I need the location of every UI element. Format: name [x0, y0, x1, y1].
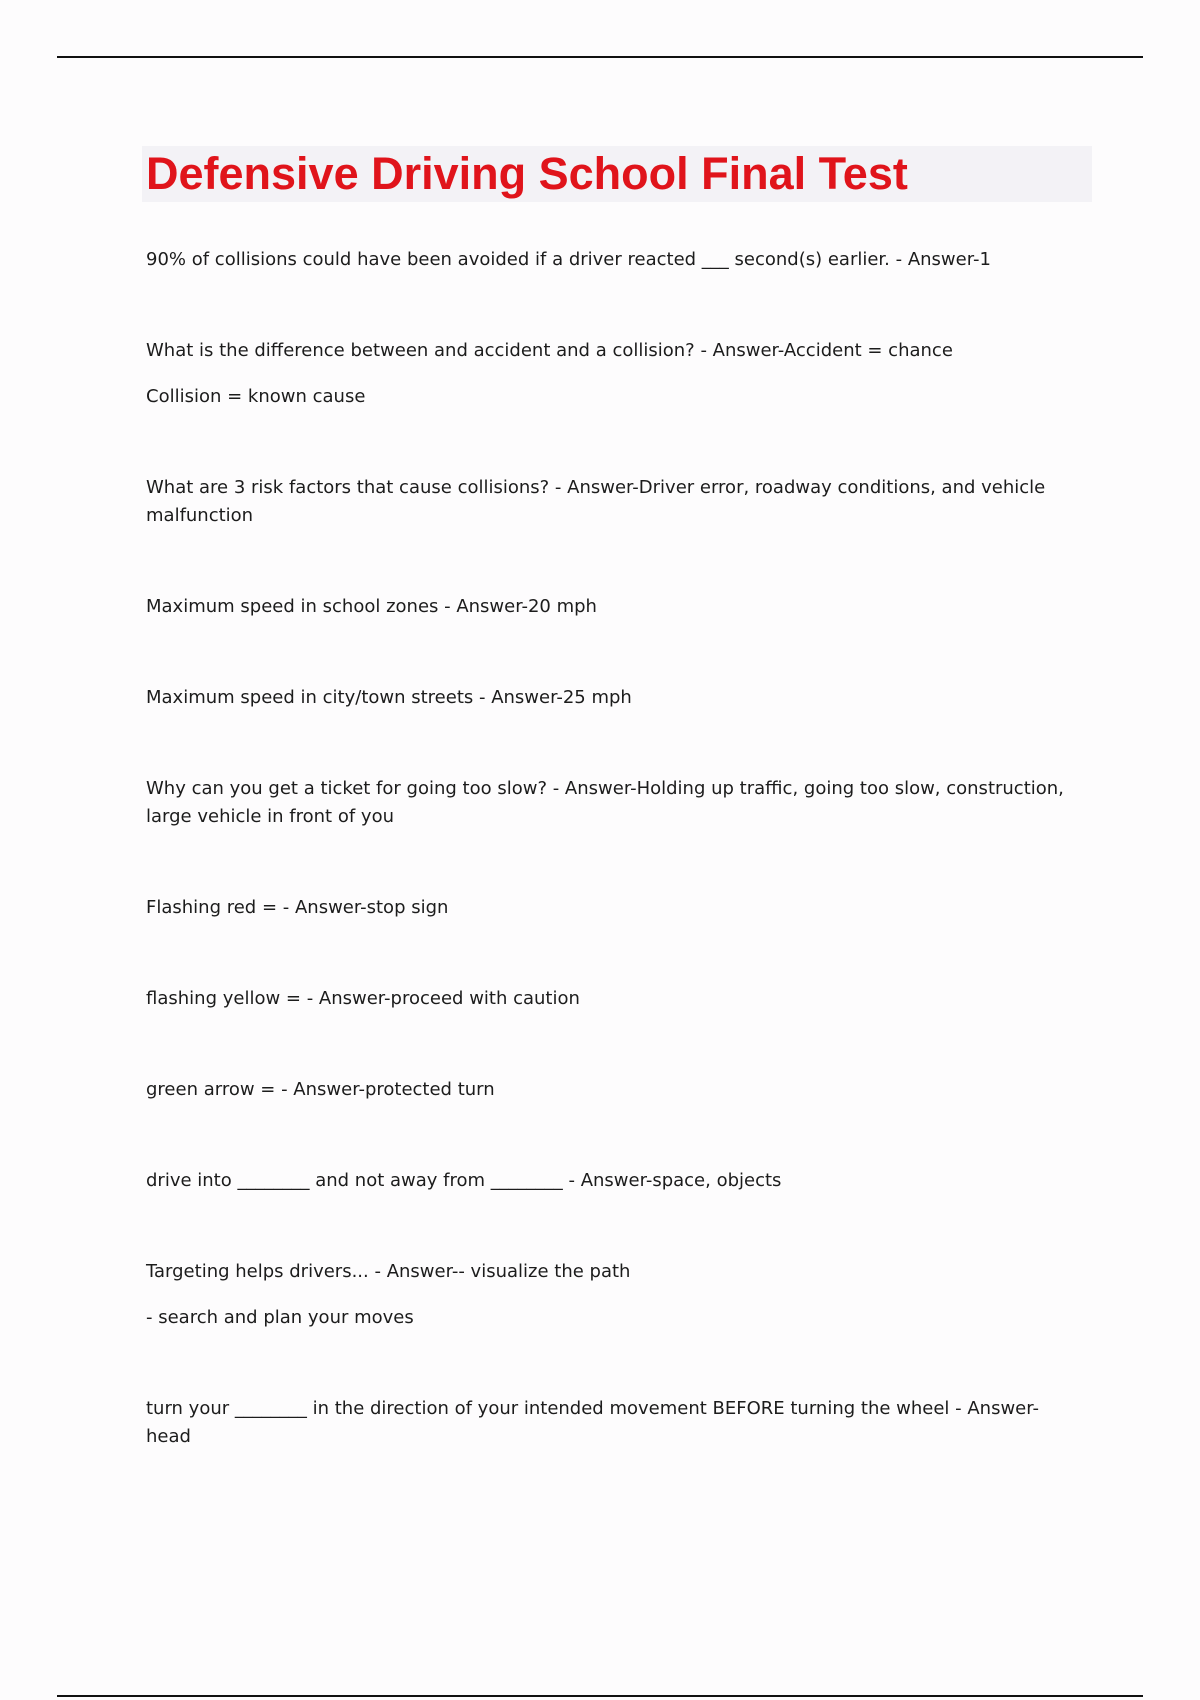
qa-item-9	[146, 1076, 1066, 1104]
qa-text: What are 3 risk factors that cause collisions? - Answer-Driver error, roadway conditions, and vehicle malfunction	[146, 477, 1046, 526]
qa-text: flashing yellow = - Answer-proceed with caution	[146, 988, 580, 1009]
qa-item-3	[146, 474, 1066, 530]
qa-text: green arrow = - Answer-protected turn	[146, 1079, 495, 1100]
qa-text: turn your ________ in the direction of your intended movement BEFORE turning the wheel - Answer-head	[146, 1398, 1040, 1447]
qa-text-continued: - search and plan your moves	[146, 1307, 414, 1328]
qa-text: Targeting helps drivers... - Answer-- visualize the path	[146, 1261, 631, 1282]
qa-text: drive into ________ and not away from ________ - Answer-space, objects	[146, 1170, 782, 1191]
qa-text: Why can you get a ticket for going too slow? - Answer-Holding up traffic, going too slow, construction, large vehicle in front of you	[146, 778, 1064, 827]
qa-item-8	[146, 985, 1066, 1013]
qa-item-12	[146, 1395, 1066, 1451]
top-divider	[57, 56, 1143, 58]
qa-item-5	[146, 684, 1066, 712]
qa-item-6	[146, 775, 1066, 831]
qa-text: Maximum speed in city/town streets - Answer-25 mph	[146, 687, 632, 708]
qa-text: Flashing red = - Answer-stop sign	[146, 897, 449, 918]
qa-item-10	[146, 1167, 1066, 1195]
qa-text: Maximum speed in school zones - Answer-20 mph	[146, 596, 597, 617]
bottom-divider	[57, 1695, 1143, 1697]
qa-text: What is the difference between and accident and a collision? - Answer-Accident = chance	[146, 340, 953, 361]
qa-item-1	[146, 246, 1066, 274]
qa-item-7	[146, 894, 1066, 922]
qa-item-4	[146, 593, 1066, 621]
qa-item-11	[146, 1258, 1066, 1332]
qa-item-2	[146, 337, 1066, 411]
qa-text-continued: Collision = known cause	[146, 386, 366, 407]
page-title: Defensive Driving School Final Test	[146, 148, 908, 199]
qa-text: 90% of collisions could have been avoided if a driver reacted ___ second(s) earlier. - Answer-1	[146, 249, 991, 270]
